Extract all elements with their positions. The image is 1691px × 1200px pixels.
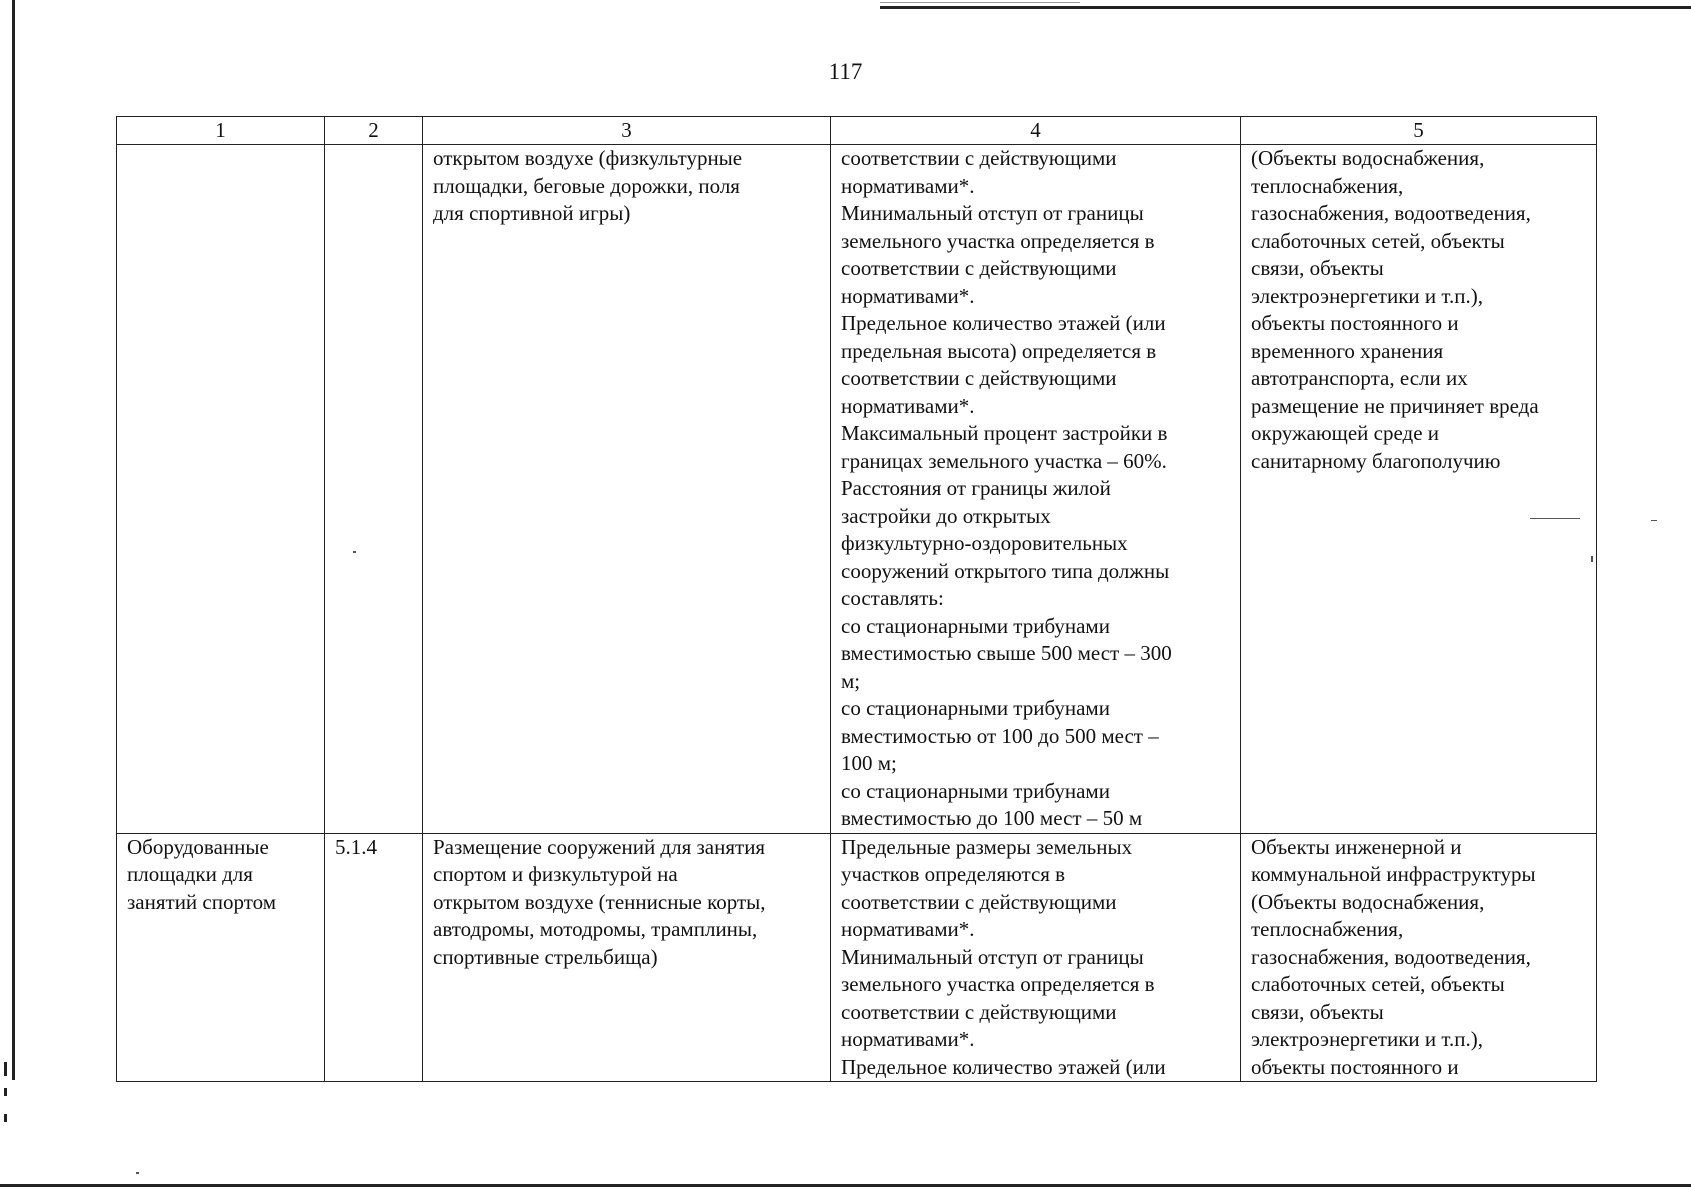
cell-text-line: окружающей среде и [1251,421,1440,445]
cell-text-line: вместимостью от 100 до 500 мест – [841,723,1159,748]
scan-edge-left [12,0,15,1080]
cell-text-line: (Объекты водоснабжения, [1251,146,1485,170]
cell-text-line: площадки для [127,862,253,886]
cell-text-line: открытом воздухе (теннисные корты, [433,889,766,914]
cell-text-line: земельного участка определяется в [841,972,1155,996]
cell-text-line: Максимальный процент застройки в [841,421,1168,445]
cell-text-line: Минимальный отступ от границы [841,201,1144,225]
scan-edge-bottom [0,1184,1691,1187]
header-cell-4: 4 [831,117,1241,145]
cell-text-line: газоснабжения, водоотведения, [1251,201,1531,225]
cell-text-line: земельного участка определяется в [841,228,1155,253]
cell-text-line: спортивные стрельбища) [433,944,658,969]
cell-text-line: Минимальный отступ от границы [841,944,1144,969]
cell-text-line: вместимостью до 100 мест – 50 м [841,806,1143,830]
cell-text-line: Объекты инженерной и [1251,834,1462,859]
cell-text-line: Размещение сооружений для занятия [433,834,766,859]
cell-text-line: площадки, беговые дорожки, поля [433,173,740,198]
cell-text-line: санитарному благополучию [1251,448,1501,473]
cell-text-line: нормативами*. [841,1027,975,1051]
cell-text-line: составлять: [841,586,944,610]
cell-text-line: 100 м; [841,751,897,775]
scan-speck [136,1172,139,1174]
cell-text-line: Расстояния от границы жилой [841,476,1111,500]
cell-text-line: застройки до открытых [841,503,1051,528]
cell-text-line: открытом воздухе (физкультурные [433,146,743,170]
cell-text-line: коммунальной инфраструктуры [1251,862,1536,886]
cell-text-line: связи, объекты [1251,256,1384,280]
cell-text-line: занятий спортом [127,889,276,914]
cell-text-line: слаботочных сетей, объекты [1251,972,1505,996]
cell-text-line: м; [841,668,861,693]
parameters-cell [831,145,1241,834]
cell-text-line: для спортивной игры) [433,201,631,225]
description-cell [423,145,831,834]
cell-text-line: размещение не причиняет вреда [1251,393,1539,418]
description-cell [423,833,831,1082]
cell-text-line: предельная высота) определяется в [841,338,1157,363]
cell-text-line: соответствии с действующими [841,889,1117,914]
cell-text-line: нормативами*. [841,173,975,198]
cell-text-line: слаботочных сетей, объекты [1251,228,1505,253]
cell-text-line: объекты постоянного и [1251,1054,1459,1079]
auxiliary-uses-cell [1241,833,1597,1082]
cell-text-line: соответствии с действующими [841,146,1117,170]
cell-text-line: временного хранения [1251,338,1444,363]
table-row [117,833,1597,1082]
cell-text-line: нормативами*. [841,393,975,418]
cell-text-line: автодромы, мотодромы, трамплины, [433,917,758,941]
cell-text-line: (Объекты водоснабжения, [1251,889,1485,914]
scan-mark [4,1088,7,1096]
cell-text-line: границах земельного участка – 60%. [841,448,1167,473]
cell-text-line: газоснабжения, водоотведения, [1251,944,1531,969]
cell-text-line: физкультурно-оздоровительных [841,531,1128,555]
cell-text-line: Предельные размеры земельных [841,834,1133,859]
land-use-name-cell [117,833,325,1082]
cell-text-line: соответствии с действующими [841,366,1117,390]
cell-text-line: электроэнергетики и т.п.), [1251,1027,1483,1051]
scan-mark [4,1062,7,1076]
table-row [117,145,1597,834]
land-use-code-cell [325,833,423,1082]
scan-mark [4,1114,7,1122]
cell-text-line: Предельное количество этажей (или [841,1054,1166,1079]
header-cell-3: 3 [423,117,831,145]
page-number: 117 [828,59,863,84]
cell-text-line: автотранспорта, если их [1251,366,1468,390]
cell-text-line: со стационарными трибунами [841,613,1110,638]
cell-text-line: связи, объекты [1251,999,1384,1024]
cell-text-line: нормативами*. [841,917,975,941]
cell-text-line: со стационарными трибунами [841,778,1110,803]
cell-text-line: нормативами*. [841,283,975,308]
parameters-cell [831,833,1241,1082]
header-cell-1: 1 [117,117,325,145]
header-row [117,117,1597,145]
cell-text-line: соответствии с действующими [841,256,1117,280]
scan-speck [1651,520,1657,521]
cell-text-line: сооружений открытого типа должны [841,558,1170,583]
cell-text-line: спортом и физкультурой на [433,862,678,886]
cell-text-line: электроэнергетики и т.п.), [1251,283,1483,308]
cell-text-line: теплоснабжения, [1251,173,1404,198]
cell-text-line: объекты постоянного и [1251,311,1459,335]
auxiliary-uses-cell [1241,145,1597,834]
cell-text-line: Оборудованные [127,834,269,859]
land-use-code-cell [325,145,423,834]
header-cell-2: 2 [325,117,423,145]
cell-text-line: участков определяются в [841,862,1066,886]
regulations-table [116,116,1597,1082]
cell-text-line: вместимостью свыше 500 мест – 300 [841,641,1172,665]
cell-text-line: 5.1.4 [335,834,377,859]
cell-text-line: со стационарными трибунами [841,696,1110,720]
cell-text-line: Предельное количество этажей (или [841,311,1166,335]
cell-text-line: соответствии с действующими [841,999,1117,1024]
header-cell-5: 5 [1241,117,1597,145]
cell-text-line: теплоснабжения, [1251,917,1404,941]
scan-edge-top [880,6,1691,9]
land-use-name-cell [117,145,325,834]
scan-edge-faint [880,2,1080,3]
